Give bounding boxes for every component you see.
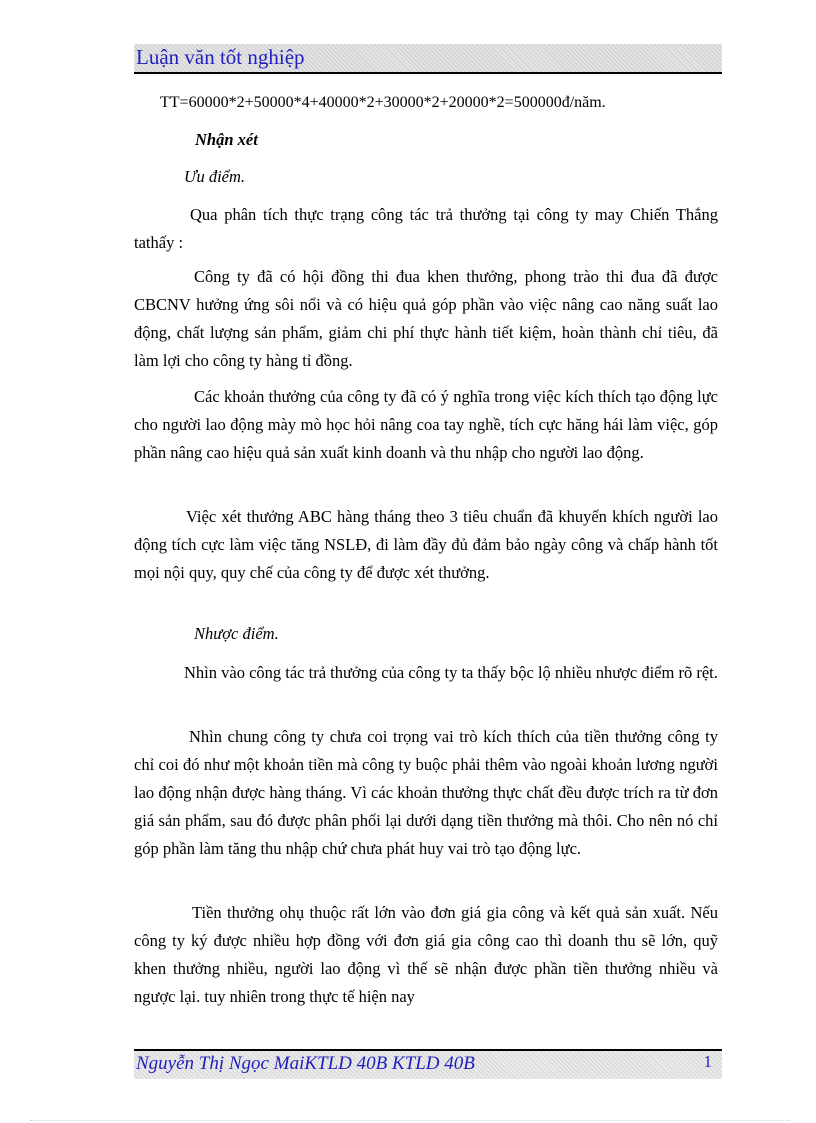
- bonus-formula: TT=60000*2+50000*4+40000*2+30000*2+20000*2=500000đ/năm.: [160, 94, 606, 111]
- footer-author: Nguyễn Thị Ngọc MaiKTLD 40B KTLD 40B: [136, 1053, 475, 1074]
- paragraph-5: Nhìn vào công tác trả thưởng của công ty ta thấy bộc lộ nhiều nhược điểm rõ rệt.: [184, 663, 718, 682]
- paragraph-6: Nhìn chung công ty chưa coi trọng vai trò kích thích của tiền thưởng công ty chỉ coi đó như một khoản tiền mà công ty buộc phải thêm vào ngoài khoản lương người lao động nhận được hàng tháng. Vì các khoản thưởng thực chất đều được trích ra từ đơn giá sản phẩm, sau đó được phân phối lại dưới dạng tiền thưởng mà thôi. Cho nên nó chỉ góp phần làm tăng thu nhập chứ chưa phát huy vai trò tạo động lực.: [134, 727, 718, 858]
- page-footer: [134, 1049, 722, 1079]
- paragraph-2: Công ty đã có hội đồng thi đua khen thưởng, phong trào thi đua đã được CBCNV hưởng ứng sôi nổi và có hiệu quả góp phần vào việc nâng cao năng suất lao động, chất lượng sản phẩm, giảm chi phí thực hành tiết kiệm, hoàn thành chỉ tiêu, đã làm lợi cho công ty hàng tỉ đồng.: [134, 267, 718, 370]
- heading-disadvantages: Nhược điểm.: [194, 624, 279, 643]
- paragraph-7: Tiền thưởng ohụ thuộc rất lớn vào đơn giá gia công và kết quả sản xuất. Nếu công ty ký được nhiều hợp đồng với đơn giá gia công cao thì doanh thu sẽ lớn, quỹ khen thưởng nhiều, người lao động vì thế sẽ nhận được phần tiền thưởng nhiều và ngược lại. tuy nhiên trong thực tế hiện nay: [134, 903, 718, 1006]
- paragraph-3: Các khoản thưởng của công ty đã có ý nghĩa trong việc kích thích tạo động lực cho người lao động mày mò học hỏi nâng coa tay nghề, tích cực hăng hái làm việc, góp phần nâng cao hiệu quả sản xuất kinh doanh và thu nhập cho người lao động.: [134, 387, 718, 462]
- heading-remarks: Nhận xét: [195, 130, 258, 149]
- bottom-divider: [30, 1120, 790, 1121]
- heading-advantages: Ưu điểm.: [184, 167, 246, 186]
- header-title: Luận văn tốt nghiệp: [136, 45, 305, 69]
- page-header: [134, 44, 722, 74]
- paragraph-4: Việc xét thưởng ABC hàng tháng theo 3 tiêu chuẩn đã khuyến khích người lao động tích cực làm việc tăng NSLĐ, đi làm đầy đủ đảm bảo ngày công và chấp hành tốt mọi nội quy, quy chế của công ty để được xét thưởng.: [134, 507, 718, 582]
- page-number: 1: [703, 1052, 712, 1071]
- paragraph-1: Qua phân tích thực trạng công tác trả thưởng tại công ty may Chiến Thắng tathấy :: [134, 205, 718, 252]
